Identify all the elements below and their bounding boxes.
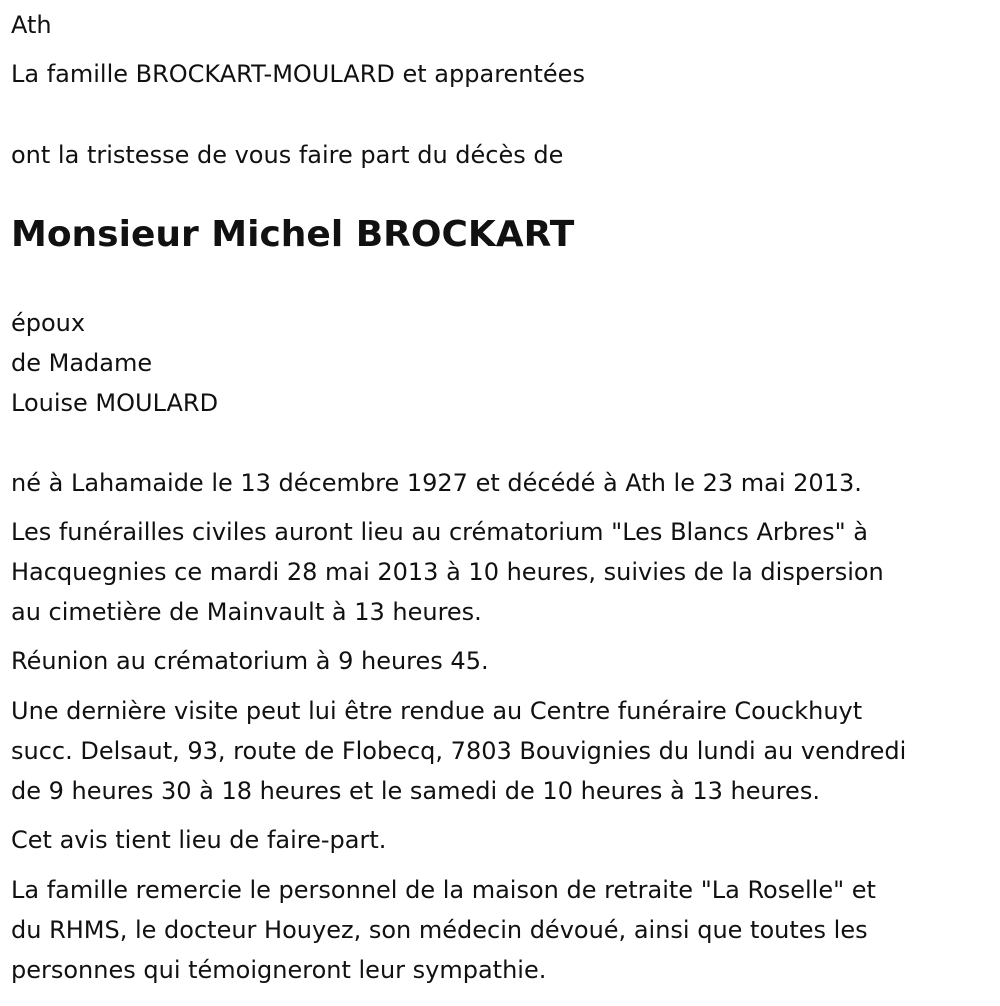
thanks-line-1: La famille remercie le personnel de la maison de retraite "La Roselle" et <box>11 876 876 904</box>
birth-death-line: né à Lahamaide le 13 décembre 1927 et décédé à Ath le 23 mai 2013. <box>11 469 862 497</box>
announcement-line: ont la tristesse de vous faire part du décès de <box>11 141 564 169</box>
thanks-paragraph <box>11 870 876 990</box>
visit-line-1: Une dernière visite peut lui être rendue au Centre funéraire Couckhuyt <box>11 697 863 725</box>
spouse-block <box>11 303 218 423</box>
funeral-line-3: au cimetière de Mainvault à 13 heures. <box>11 598 482 626</box>
funeral-line-2: Hacquegnies ce mardi 28 mai 2013 à 10 heures, suivies de la dispersion <box>11 558 884 586</box>
thanks-line-3: personnes qui témoigneront leur sympathie. <box>11 956 547 984</box>
notice-line: Cet avis tient lieu de faire-part. <box>11 826 387 854</box>
meeting-line: Réunion au crématorium à 9 heures 45. <box>11 647 489 675</box>
location: Ath <box>11 11 52 39</box>
funeral-line-1: Les funérailles civiles auront lieu au crématorium "Les Blancs Arbres" à <box>11 518 868 546</box>
visit-line-2: succ. Delsaut, 93, route de Flobecq, 7803 Bouvignies du lundi au vendredi <box>11 737 907 765</box>
spouse-line-2: de Madame <box>11 349 153 377</box>
thanks-line-2: du RHMS, le docteur Houyez, son médecin dévoué, ainsi que toutes les <box>11 916 868 944</box>
visit-paragraph <box>11 691 906 811</box>
family-line: La famille BROCKART-MOULARD et apparentées <box>11 60 585 88</box>
spouse-line-3: Louise MOULARD <box>11 389 219 417</box>
funeral-paragraph <box>11 512 884 632</box>
deceased-name: Monsieur Michel BROCKART <box>11 214 575 255</box>
spouse-line-1: époux <box>11 309 86 337</box>
visit-line-3: de 9 heures 30 à 18 heures et le samedi de 10 heures à 13 heures. <box>11 777 820 805</box>
